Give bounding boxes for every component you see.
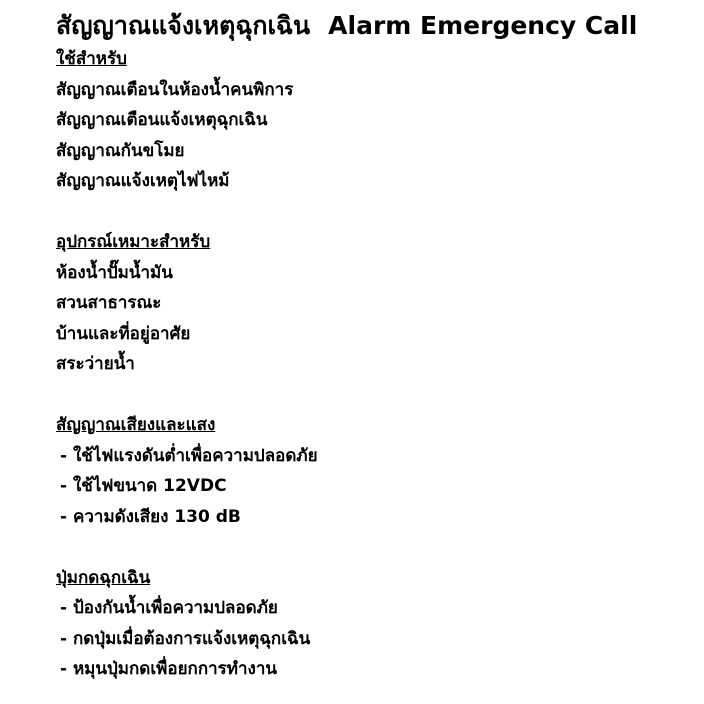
spacer [56, 532, 696, 563]
section-heading: สัญญาณเสียงและแสง [56, 415, 216, 435]
section-suitable-for [56, 227, 696, 380]
list-item: - ป้องกันน้ำเพื่อความปลอดภัย [60, 598, 278, 618]
list-item: สัญญาณเตือนแจ้งเหตุฉุกเฉิน [56, 110, 268, 130]
title-english: Alarm Emergency Call [328, 11, 638, 40]
section-heading: ใช้สำหรับ [56, 49, 127, 69]
section-emergency-button [56, 563, 696, 685]
list-item: บ้านและที่อยู่อาศัย [56, 323, 191, 344]
list-item: - หมุนปุ่มกดเพื่อยกการทำงาน [60, 659, 278, 679]
list-item: สวนสาธารณะ [56, 293, 162, 313]
spacer [56, 380, 696, 411]
page-title [56, 8, 696, 44]
section-heading: ปุ่มกดฉุกเฉิน [56, 567, 151, 588]
list-item: - ใช้ไฟขนาด 12VDC [60, 476, 227, 496]
spacer [56, 197, 696, 228]
section-heading: อุปกรณ์เหมาะสำหรับ [56, 232, 211, 252]
section-uses [56, 44, 696, 197]
document [56, 8, 696, 685]
list-item: สัญญาณแจ้งเหตุไฟไหม้ [56, 171, 230, 191]
title-thai: สัญญาณแจ้งเหตุฉุกเฉิน [56, 11, 311, 40]
list-item: - กดปุ่มเมื่อต้องการแจ้งเหตุฉุกเฉิน [60, 628, 311, 649]
list-item: สระว่ายน้ำ [56, 354, 135, 374]
list-item: - ความดังเสียง 130 dB [60, 506, 241, 527]
list-item: - ใช้ไฟแรงดันต่ำเพื่อความปลอดภัย [60, 445, 318, 466]
list-item: ห้องน้ำปั๊มน้ำมัน [56, 262, 173, 283]
section-sound-light [56, 410, 696, 532]
list-item: สัญญาณกันขโมย [56, 140, 185, 161]
list-item: สัญญาณเตือนในห้องน้ำคนพิการ [56, 79, 294, 100]
